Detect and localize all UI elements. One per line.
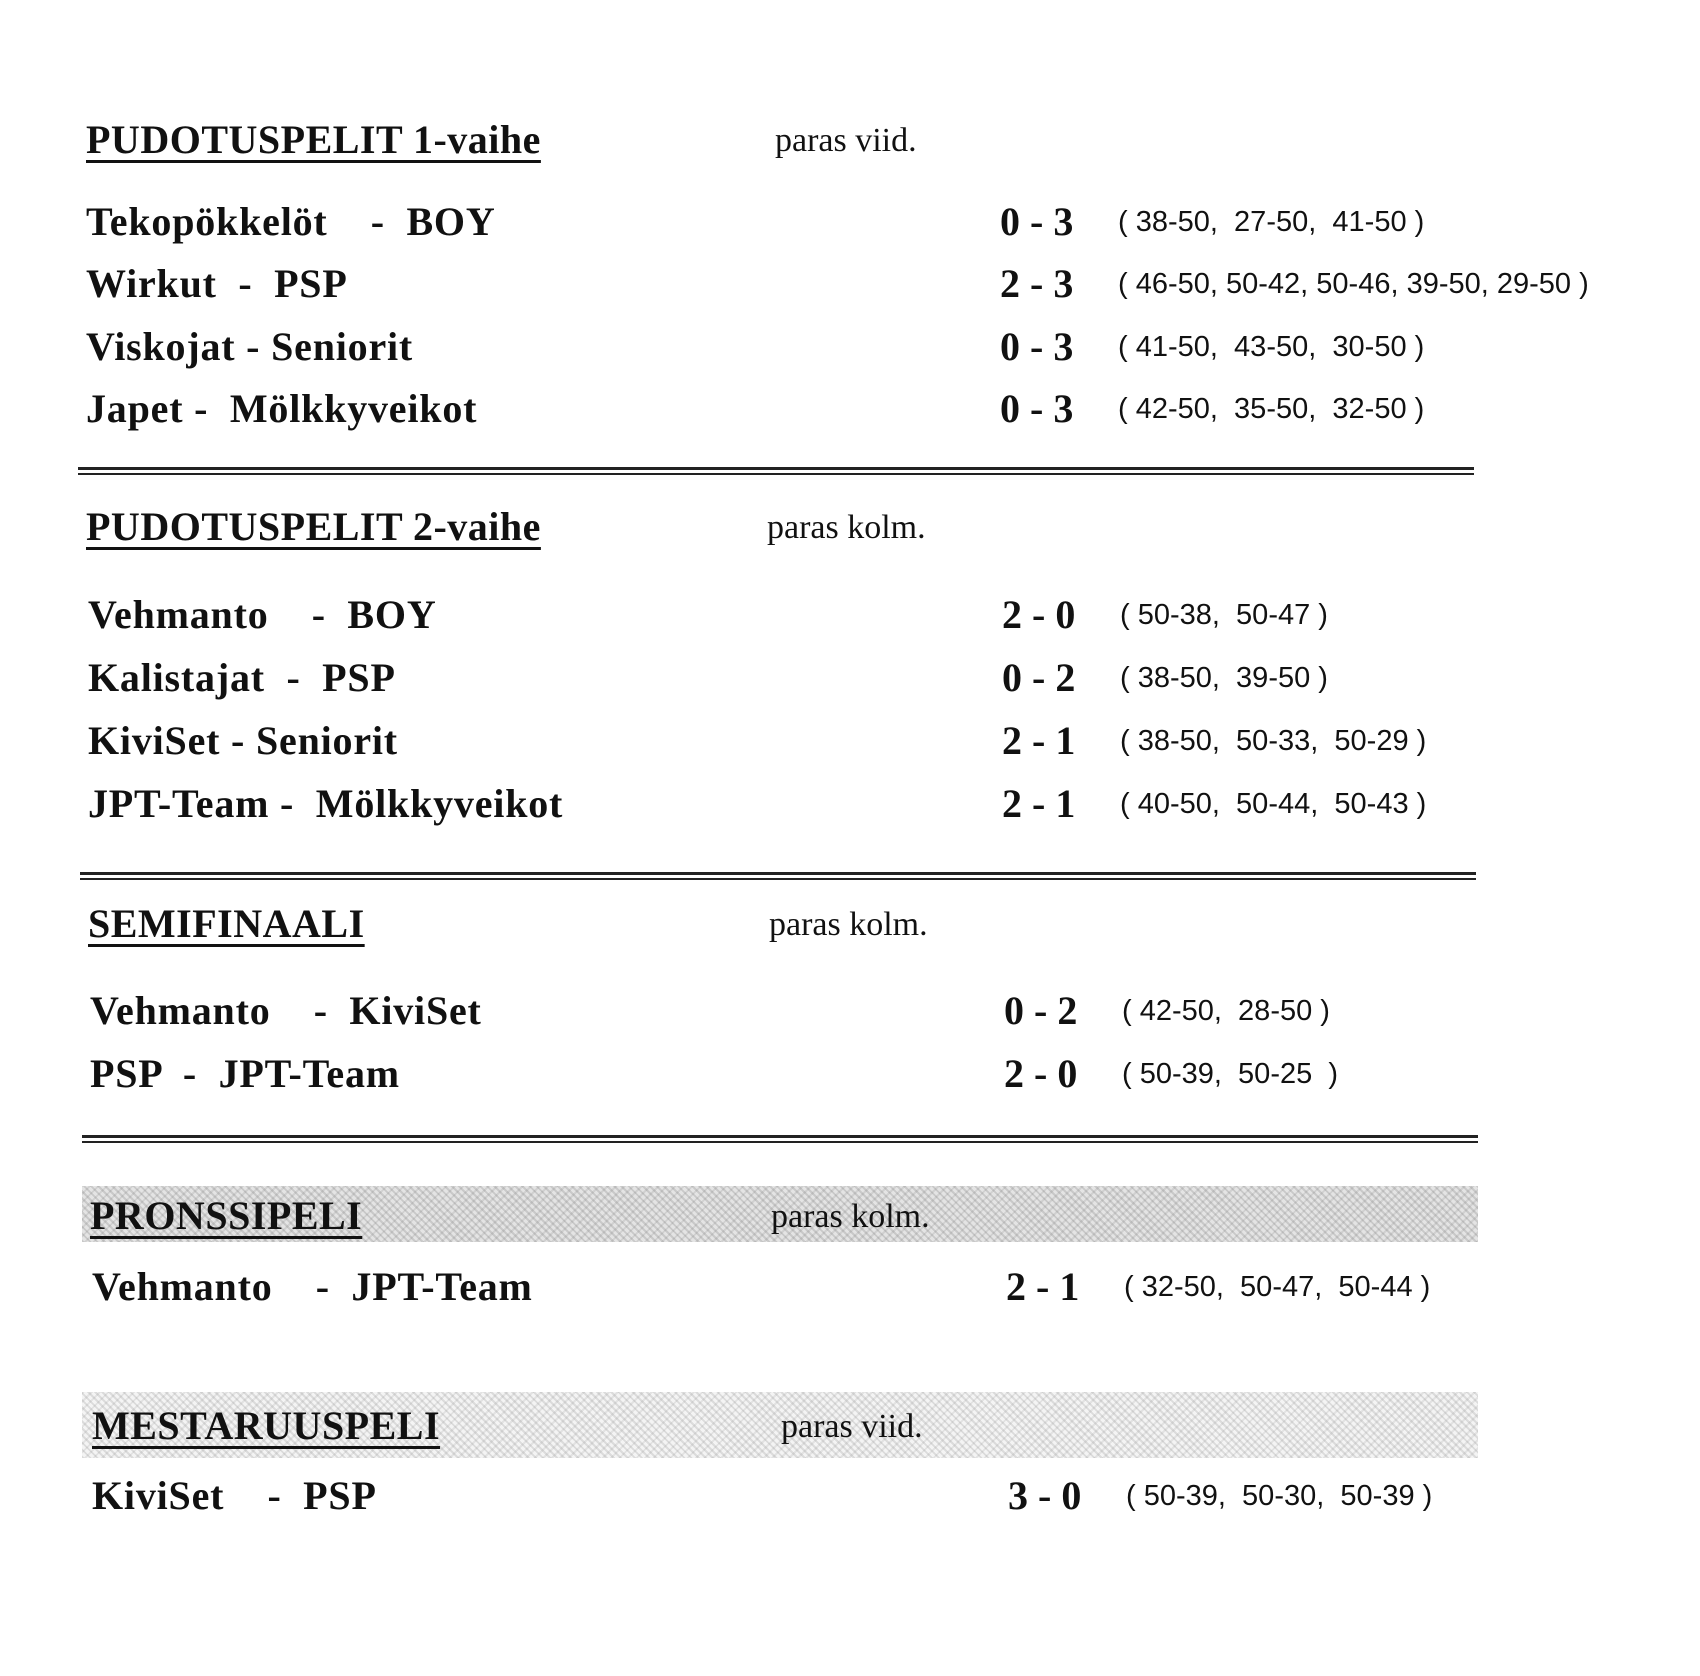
match-teams: Vehmanto - BOY [88, 592, 437, 637]
match-score: 2 - 1 [1006, 1264, 1080, 1309]
match-sets: ( 32-50, 50-47, 50-44 ) [1124, 1271, 1431, 1303]
match-score: 0 - 2 [1004, 988, 1078, 1033]
match-score: 2 - 0 [1004, 1051, 1078, 1096]
section-title-5: MESTARUUSPELI [92, 1403, 441, 1448]
match-score: 0 - 3 [1000, 199, 1074, 244]
match-teams: Wirkut - PSP [86, 261, 348, 306]
section-format-4: paras kolm. [771, 1198, 930, 1235]
section-divider [82, 1135, 1478, 1143]
section-format-5: paras viid. [781, 1408, 923, 1445]
match-score: 2 - 3 [1000, 261, 1074, 306]
section-divider [80, 872, 1476, 880]
match-score: 0 - 3 [1000, 324, 1074, 369]
match-teams: JPT-Team - Mölkkyveikot [88, 781, 564, 826]
section-title-4: PRONSSIPELI [90, 1193, 363, 1238]
match-score: 0 - 3 [1000, 386, 1074, 431]
match-score: 3 - 0 [1008, 1473, 1082, 1518]
match-teams: Vehmanto - KiviSet [90, 988, 482, 1033]
match-teams: Viskojat - Seniorit [86, 324, 414, 369]
match-sets: ( 50-39, 50-30, 50-39 ) [1126, 1480, 1433, 1512]
section-title-2: PUDOTUSPELIT 2-vaihe [86, 504, 541, 549]
match-sets: ( 38-50, 27-50, 41-50 ) [1118, 206, 1425, 238]
match-teams: KiviSet - Seniorit [88, 718, 398, 763]
section-title-1: PUDOTUSPELIT 1-vaihe [86, 117, 541, 162]
match-teams: KiviSet - PSP [92, 1473, 377, 1518]
match-sets: ( 42-50, 28-50 ) [1122, 995, 1330, 1027]
section-divider [78, 467, 1474, 475]
section-title-3: SEMIFINAALI [88, 901, 365, 946]
match-teams: Japet - Mölkkyveikot [86, 386, 478, 431]
match-sets: ( 40-50, 50-44, 50-43 ) [1120, 788, 1427, 820]
match-sets: ( 38-50, 50-33, 50-29 ) [1120, 725, 1427, 757]
match-teams: Kalistajat - PSP [88, 655, 396, 700]
match-score: 2 - 1 [1002, 718, 1076, 763]
match-sets: ( 50-38, 50-47 ) [1120, 599, 1328, 631]
match-sets: ( 42-50, 35-50, 32-50 ) [1118, 393, 1425, 425]
section-format-1: paras viid. [775, 122, 917, 159]
match-sets: ( 46-50, 50-42, 50-46, 39-50, 29-50 ) [1118, 268, 1589, 300]
section-format-2: paras kolm. [767, 509, 926, 546]
match-sets: ( 41-50, 43-50, 30-50 ) [1118, 331, 1425, 363]
match-sets: ( 38-50, 39-50 ) [1120, 662, 1328, 694]
match-score: 2 - 0 [1002, 592, 1076, 637]
match-score: 0 - 2 [1002, 655, 1076, 700]
match-teams: Tekopökkelöt - BOY [86, 199, 496, 244]
section-format-3: paras kolm. [769, 906, 928, 943]
match-teams: Vehmanto - JPT-Team [92, 1264, 533, 1309]
match-teams: PSP - JPT-Team [90, 1051, 400, 1096]
match-score: 2 - 1 [1002, 781, 1076, 826]
match-sets: ( 50-39, 50-25 ) [1122, 1058, 1338, 1090]
